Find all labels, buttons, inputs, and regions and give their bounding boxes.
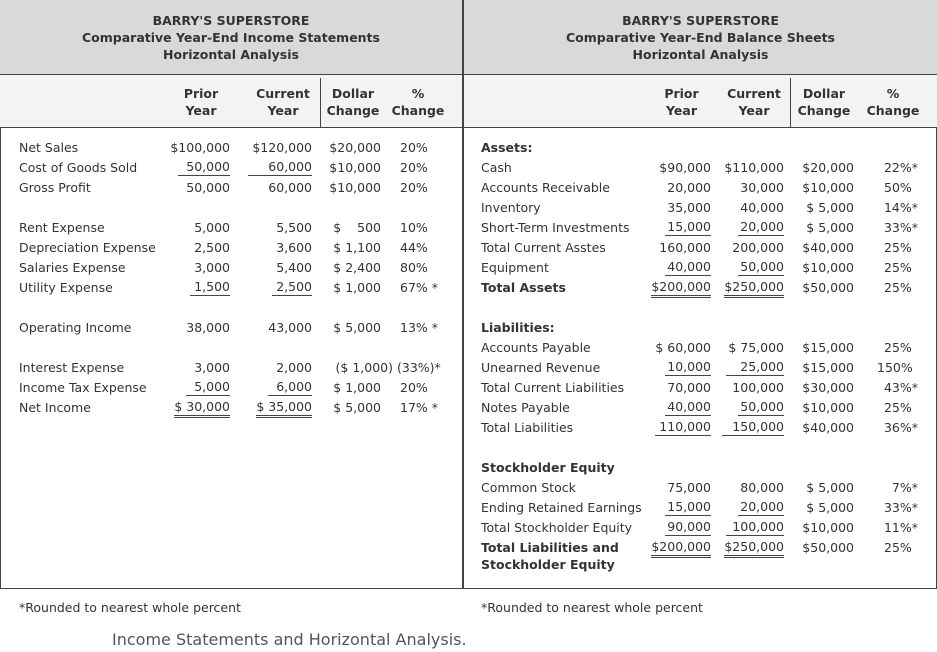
table-row: Total Liabilities 110,000 150,000 $40,000 36%* [481,419,918,435]
footnote-right: *Rounded to nearest whole percent [481,600,703,615]
table-row: Equipment 40,000 50,000 $10,000 25% [481,259,912,275]
company-name: BARRY'S SUPERSTORE [622,13,779,28]
table-row: Rent Expense 5,000 5,500 $ 500 10% [19,220,428,235]
column-divider [790,78,791,128]
table-row: Income Tax Expense 5,000 6,000 $ 1,000 20% [19,379,428,395]
income-statement-header [0,0,462,75]
col-pct-change: % Change [866,86,920,118]
table-row: Total Current Liabilities 70,000 100,000 $30,000 43%* [481,380,918,395]
col-prior-year: Prior Year [183,86,219,118]
table-row: Accounts Receivable 20,000 30,000 $10,000 50% [481,180,912,195]
table-row: Total Current Asstes 160,000 200,000 $40,000 25% [481,240,912,255]
table-row: Accounts Payable $ 60,000 $ 75,000 $15,000 25% [481,340,912,355]
column-divider [320,78,321,128]
col-dollar-change: Dollar Change [797,86,851,118]
table-row: Short-Term Investments 15,000 20,000 $ 5,000 33%* [481,219,918,235]
balance-column-headers [464,75,937,128]
col-prior-year: Prior Year [664,86,699,118]
table-row: Utility Expense 1,500 2,500 $ 1,000 67% * [19,279,439,295]
table-row: Depreciation Expense 2,500 3,600 $ 1,100 44% [19,240,428,255]
table-row: Salaries Expense 3,000 5,400 $ 2,400 80% [19,260,428,275]
table-row: Ending Retained Earnings 15,000 20,000 $ 5,000 33%* [481,499,918,515]
table-row-total-liabilities-equity: Total Liabilities and Stockholder Equity $200,000 $250,000 $50,000 25% [481,539,912,572]
section-heading-liabilities: Liabilities: [481,320,555,335]
table-row: Inventory 35,000 40,000 $ 5,000 14%* [481,200,918,215]
table-row: Total Stockholder Equity 90,000 100,000 $10,000 11%* [481,519,918,535]
table-row: Unearned Revenue 10,000 25,000 $15,000 150% [481,359,913,375]
company-name: BARRY'S SUPERSTORE [152,13,310,28]
table-row: Cash $90,000 $110,000 $20,000 22%* [481,160,918,175]
table-row: Net Sales $100,000 $120,000 $20,000 20% [19,140,428,155]
table-row: Interest Expense 3,000 2,000 ($ 1,000) (33%)* [19,360,441,375]
table-row: Operating Income 38,000 43,000 $ 5,000 13% * [19,320,439,335]
table-row: Cost of Goods Sold 50,000 60,000 $10,000 20% [19,159,428,175]
analysis-title: Horizontal Analysis [632,47,769,62]
section-heading-assets: Assets: [481,140,533,155]
statement-title: Comparative Year-End Income Statements [82,30,380,45]
statement-title: Comparative Year-End Balance Sheets [565,30,835,45]
table-row: Gross Profit 50,000 60,000 $10,000 20% [19,180,428,195]
table-row-total-assets: Total Assets $200,000 $250,000 $50,000 25% [481,278,926,298]
col-current-year: Current Year [256,86,310,118]
table-row: Net Income $ 30,000 $ 35,000 $ 5,000 17% * [19,398,449,418]
col-dollar-change: Dollar Change [326,86,380,118]
col-current-year: Current Year [727,86,781,118]
table-row: Common Stock 75,000 80,000 $ 5,000 7%* [481,480,918,495]
table-row: Notes Payable 40,000 50,000 $10,000 25% [481,399,912,415]
analysis-title: Horizontal Analysis [163,47,299,62]
section-heading-equity: Stockholder Equity [481,460,615,475]
col-pct-change: % Change [391,86,445,118]
income-column-headers [0,75,462,128]
figure-caption: Income Statements and Horizontal Analysis. [112,630,467,649]
balance-sheet-header [464,0,937,75]
footnote-left: *Rounded to nearest whole percent [19,600,241,615]
panel-divider [462,0,464,589]
